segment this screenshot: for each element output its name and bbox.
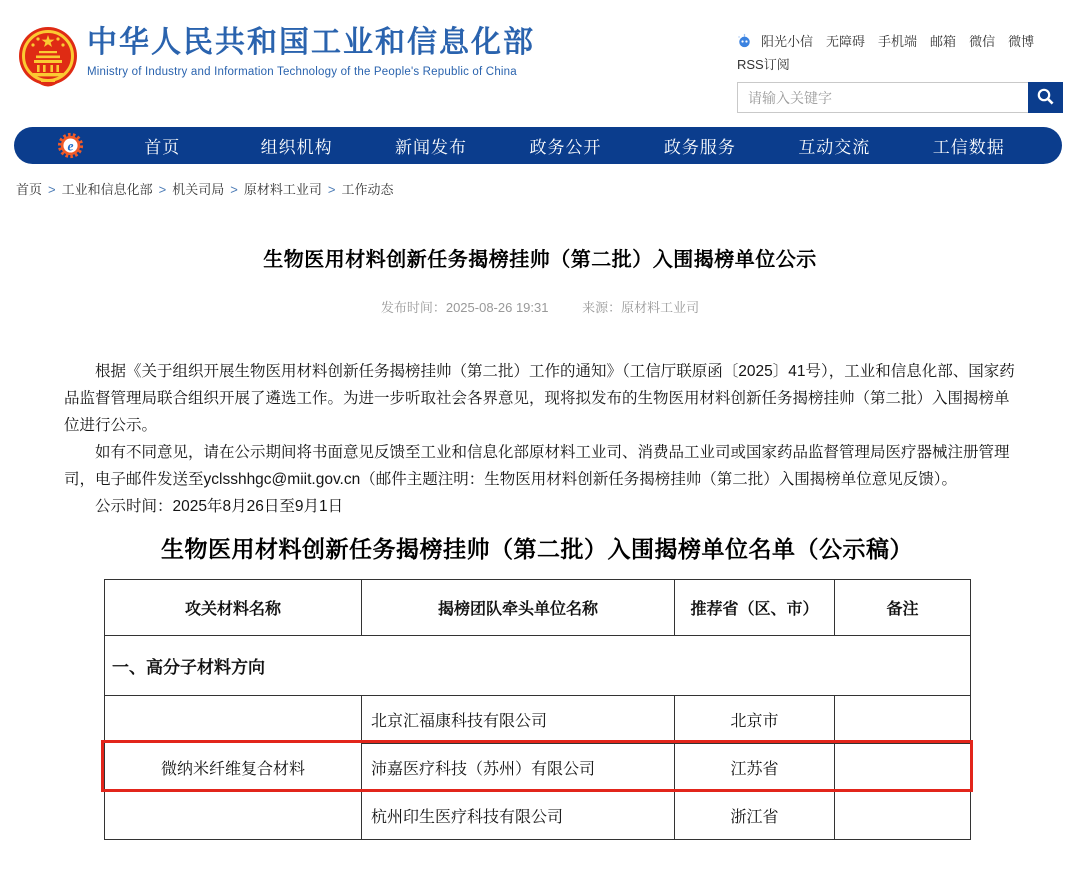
province-cell: 江苏省 xyxy=(675,744,835,792)
paragraph: 如有不同意见，请在公示期间将书面意见反馈至工业和信息化部原材料工业司、消费品工业司或国家药品监督管理局医疗器械注册管理司，电子邮件发送至yclsshhgc@miit.gov.cn（邮件主题注明：生物医用材料创新任务揭榜挂帅（第二批）入围揭榜单位意见反馈）。 xyxy=(64,444,1010,488)
company-cell: 北京汇福康科技有限公司 xyxy=(362,696,675,744)
company-cell: 杭州印生医疗科技有限公司 xyxy=(362,792,675,840)
publish-time: 发布时间：2025-08-26 19:31 xyxy=(380,300,549,315)
nav-item-interaction[interactable]: 互动交流 xyxy=(798,138,871,157)
nav-item-gov-open[interactable]: 政务公开 xyxy=(529,138,602,157)
table-title: 生物医用材料创新任务揭榜挂帅（第二批）入围揭榜单位名单（公示稿） xyxy=(161,536,913,562)
article-title: 生物医用材料创新任务揭榜挂帅（第二批）入围揭榜单位公示 xyxy=(263,249,817,271)
nav-item-industry-data[interactable]: 工信数据 xyxy=(932,138,1005,157)
link-yangguang-xiaoxin[interactable]: 阳光小信 xyxy=(761,34,814,49)
national-emblem-icon xyxy=(18,26,78,97)
shortlist-table-section xyxy=(104,531,970,840)
note-cell xyxy=(835,744,971,792)
note-cell xyxy=(835,696,971,744)
breadcrumb xyxy=(16,179,393,198)
site-title: 中华人民共和国工业和信息化部 xyxy=(87,26,535,59)
header-province: 推荐省（区、市） xyxy=(675,580,835,636)
paragraph: 根据《关于组织开展生物医用材料创新任务揭榜挂帅（第二批）工作的通知》（工信厅联原函〔2025〕41号），工业和信息化部、国家药品监督管理局联合组织开展了遴选工作。为进一步听取社会各界意见，现将拟发布的生物医用材料创新任务揭榜挂帅（第二批）入围揭榜单位进行公示。 xyxy=(64,363,1015,434)
link-accessibility[interactable]: 无障碍 xyxy=(826,34,866,49)
section-header-cell: 一、高分子材料方向 xyxy=(105,636,971,696)
paragraph-public-notice-period: 公示时间：2025年8月26日至9月1日 xyxy=(95,498,344,515)
table-row xyxy=(105,696,971,744)
link-rss[interactable]: RSS订阅 xyxy=(737,57,790,72)
shortlist-table xyxy=(104,579,971,840)
header-note: 备注 xyxy=(835,580,971,636)
svg-text:e: e xyxy=(67,138,74,154)
link-mail[interactable]: 邮箱 xyxy=(930,34,957,49)
province-cell: 浙江省 xyxy=(675,792,835,840)
province-cell: 北京市 xyxy=(675,696,835,744)
yangguang-xiaoxin-icon xyxy=(737,33,752,48)
table-header-row xyxy=(105,580,971,636)
site-subtitle: Ministry of Industry and Information Technology of the People's Republic of China xyxy=(87,65,517,78)
breadcrumb-work-updates[interactable]: 工作动态 xyxy=(341,182,394,197)
search-input[interactable] xyxy=(737,82,1028,113)
breadcrumb-separator: > xyxy=(327,182,336,197)
nav-item-home[interactable]: 首页 xyxy=(144,138,181,157)
search-icon xyxy=(1036,87,1055,109)
link-wechat[interactable]: 微信 xyxy=(969,34,996,49)
search-bar xyxy=(737,82,1063,113)
search-button[interactable] xyxy=(1028,82,1063,113)
link-mobile[interactable]: 手机端 xyxy=(878,34,918,49)
main-nav xyxy=(14,127,1062,164)
nav-item-news[interactable]: 新闻发布 xyxy=(395,138,468,157)
breadcrumb-separator: > xyxy=(48,182,56,197)
header-lead-unit: 揭榜团队牵头单位名称 xyxy=(362,580,675,636)
top-utility-links xyxy=(737,31,1034,50)
section-row xyxy=(105,636,971,696)
site-logo[interactable] xyxy=(18,26,535,97)
breadcrumb-separator: > xyxy=(158,182,167,197)
header-material: 攻关材料名称 xyxy=(105,580,362,636)
breadcrumb-miit[interactable]: 工业和信息化部 xyxy=(61,182,153,197)
company-cell: 沛嘉医疗科技（苏州）有限公司 xyxy=(362,744,675,792)
article-body xyxy=(64,358,1016,520)
breadcrumb-raw-materials-dept[interactable]: 原材料工业司 xyxy=(243,182,322,197)
nav-item-organization[interactable]: 组织机构 xyxy=(260,138,333,157)
article-source: 来源：原材料工业司 xyxy=(582,300,700,315)
material-cell: 微纳米纤维复合材料 xyxy=(105,696,362,840)
note-cell xyxy=(835,792,971,840)
link-weibo[interactable]: 微博 xyxy=(1008,34,1035,49)
miit-gear-logo-icon[interactable] xyxy=(56,131,85,160)
breadcrumb-home[interactable]: 首页 xyxy=(16,182,43,197)
breadcrumb-separator: > xyxy=(230,182,238,197)
article-meta xyxy=(0,297,1080,316)
breadcrumb-bureaus[interactable]: 机关司局 xyxy=(172,182,225,197)
nav-item-gov-services[interactable]: 政务服务 xyxy=(663,138,736,157)
